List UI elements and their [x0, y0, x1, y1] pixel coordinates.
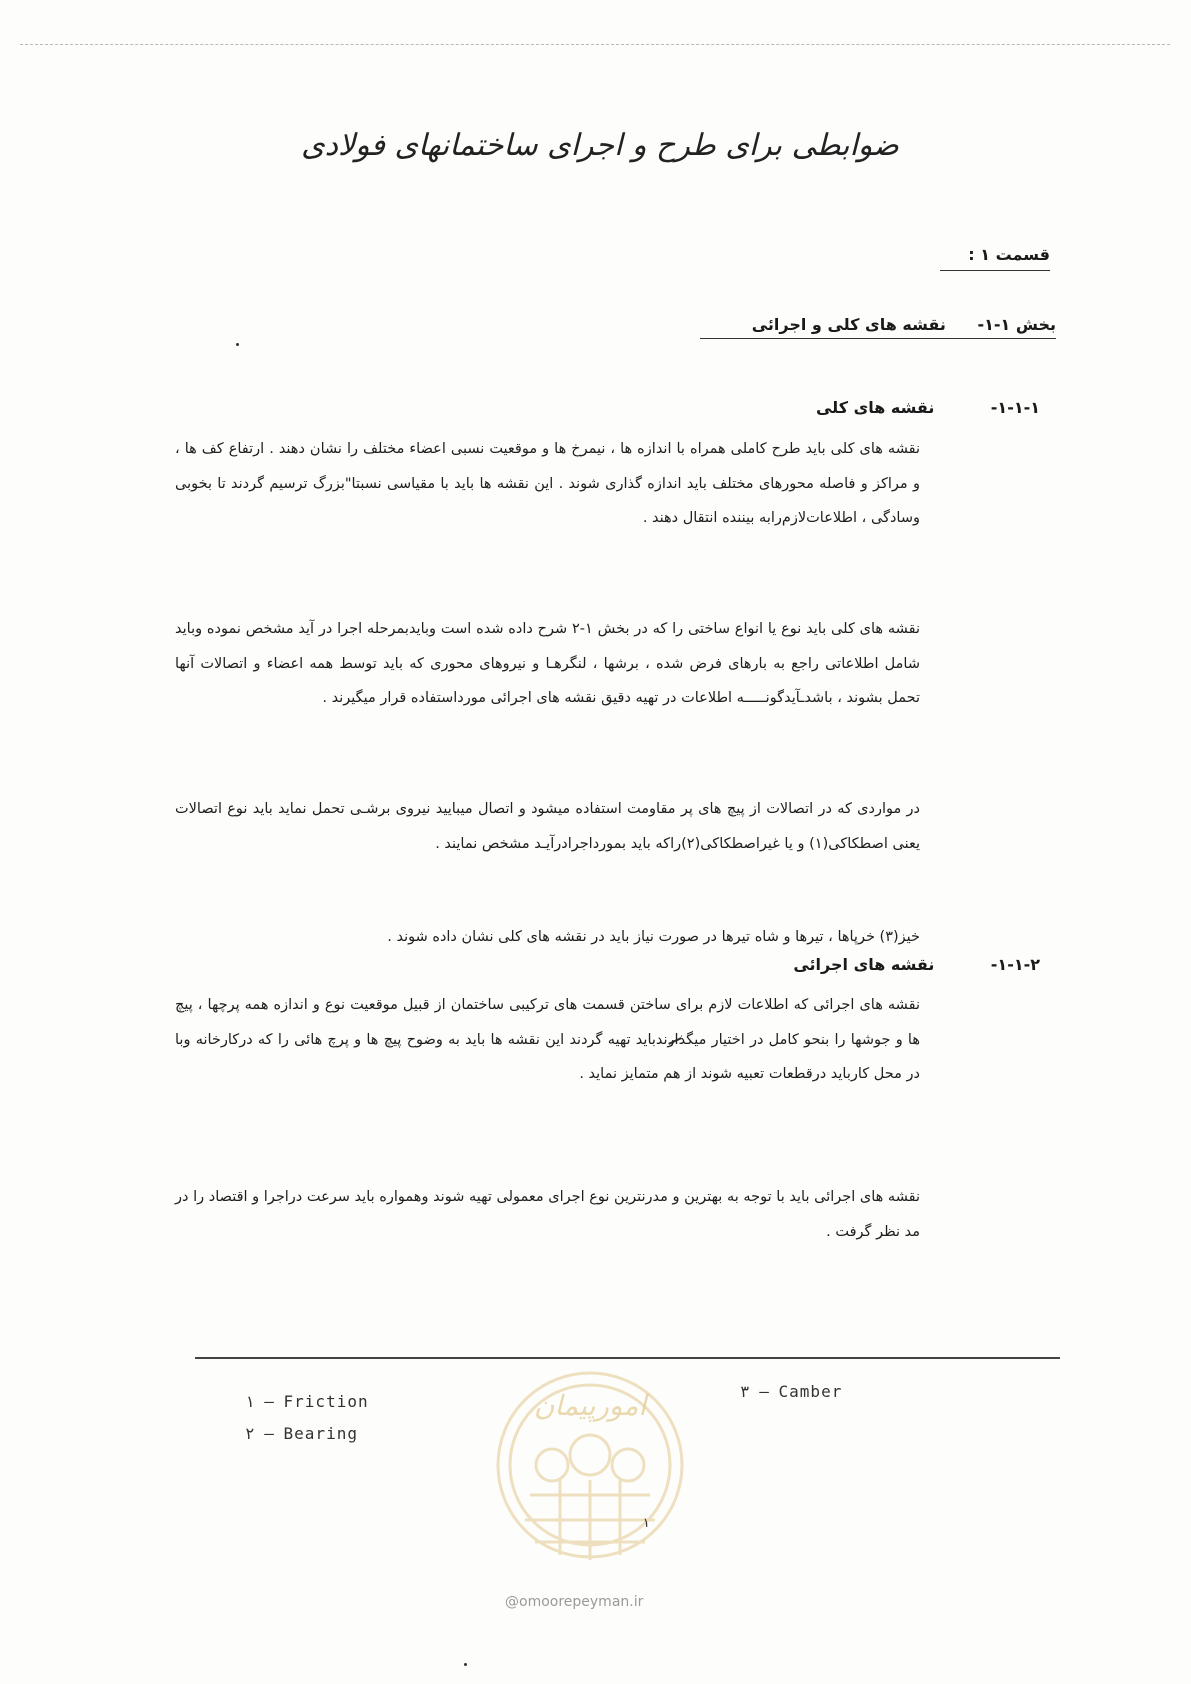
section-number: ۱-۱-۱-: [990, 398, 1040, 417]
chapter-number: بخش ۱-۱-: [977, 315, 1056, 334]
paragraph: نقشه های کلی باید نوع یا انواع ساختی را که در بخش ۱-۲ شرح داده شده است وبایدبمرحله اجرا در آید مشخص نموده وباید شامل اطلاعاتی راجع به بارهای فرض شده ، برشها ، لنگرهـا و نیروهای محوری که باید توسط همه اعضاء و اتصالات آنها تحمل بشوند ، باشدـآیدگونـــــه اطلاعات در تهیه دقیق نقشه های اجرائی مورداستفاده قرار میگیرند .: [175, 621, 920, 706]
footnote-divider: [195, 1357, 1060, 1359]
section-number: ۱-۱-۲-: [990, 955, 1040, 974]
section-heading-1: [780, 398, 1040, 417]
section-title: نقشه های اجرائی: [793, 955, 935, 974]
paragraph: خیز(۳) خرپاها ، تیرها و شاه تیرها در صورت نیاز باید در نقشه های کلی نشان داده شوند .: [387, 929, 920, 945]
section-title: نقشه های کلی: [815, 398, 935, 417]
document-title: ضوابطی برای طرح و اجرای ساختمانهای فولادی: [301, 128, 899, 163]
footnote-2: ۲ — Bearing: [245, 1424, 358, 1443]
watermark-site: @omoorepeyman.ir: [505, 1594, 644, 1610]
part-label: قسمت ۱ :: [940, 245, 1050, 271]
paragraph: نقشه های اجرائی باید با توجه به بهترین و مدرنترین نوع اجرای معمولی تهیه شوند وهمواره باید سرعت دراجرا و اقتصاد را در مد نظر گرفت .: [175, 1189, 920, 1240]
watermark-logo: [490, 1360, 690, 1590]
scan-speck: [464, 1663, 467, 1666]
chapter-title: نقشه های کلی و اجرائی: [751, 315, 946, 334]
paragraph: در مواردی که در اتصالات از پیچ های پر مقاومت استفاده میشود و اتصال میبایید نیروی برشـی تحمل نماید باید نوع اتصالات یعنی اصطکاکی(۱) و یا غیراصطکاکی(۲)راکه باید بمورداجرادرآیـد مشخص نمایند .: [175, 801, 920, 852]
scan-artifact-line: [20, 44, 1170, 45]
paragraph: نقشه های کلی باید طرح کاملی همراه با اندازه ها ، نیمرخ ها و موقعیت نسبی اعضاء مختلف را نشان دهند . ارتفاع کف ها ، و مراکز و فاصله محورهای مختلف باید اندازه گذاری شوند . این نقشه ها باید با مقیاسی نسبتا"بزرگ ترسیم گردند تا بخوبی وسادگی ، اطلاعات‌لازم‌رابه بیننده انتقال دهند .: [175, 441, 920, 526]
footnote-1: ۱ — Friction: [245, 1392, 369, 1411]
scan-speck: [236, 343, 239, 346]
section-heading-2: [780, 955, 1040, 974]
paragraph: نقشه های اجرائی که اطلاعات لازم برای ساختن قسمت های ترکیبی ساختمان از قبیل موقعیت نوع و اندازه همه پرچها ، پیچ ها و جوشها را بنحو کامل در اختیار میگذارندباید تهیه گردند این نقشه ها باید به وضوح پیچ ها و پرچ هائی را که درکارخانه وبا در محل کارباید درقطعات تعبیه شوند از هم متمایز نماید .: [175, 997, 920, 1082]
watermark-logo-text: امورپیمان: [533, 1389, 647, 1422]
footnote-3: ۳ — Camber: [740, 1382, 843, 1401]
chapter-heading: [700, 315, 1056, 339]
page-number: ۱: [642, 1516, 650, 1531]
